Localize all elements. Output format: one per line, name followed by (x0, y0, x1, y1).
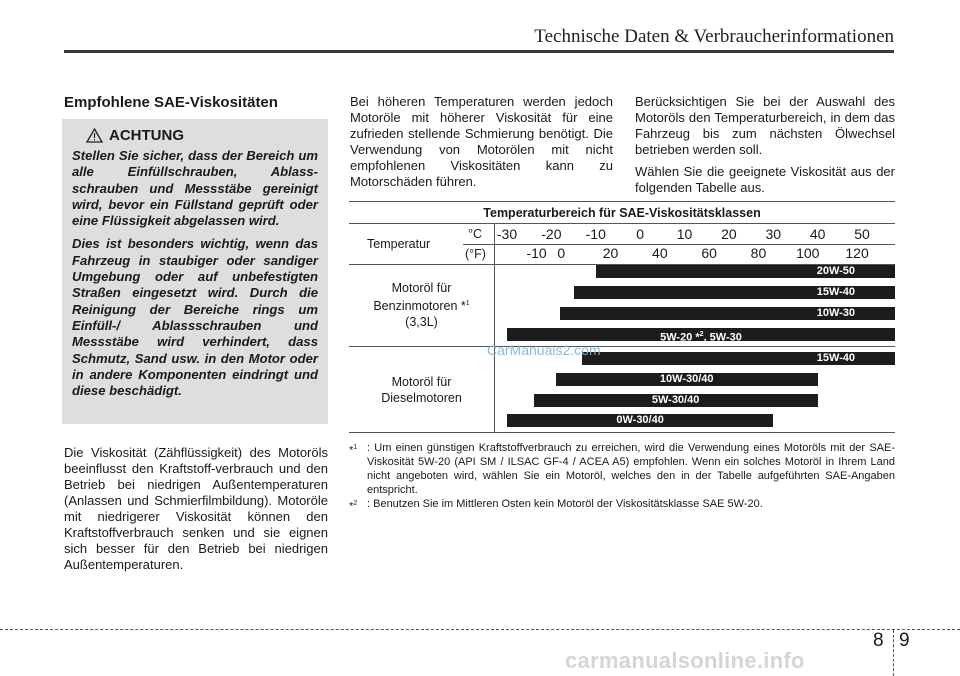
diesel-oil-label (349, 374, 494, 406)
petrol-label-line: (3,3L) (405, 315, 438, 330)
footnote-1 (349, 441, 895, 497)
chapter-number: 8 (873, 630, 884, 651)
viscosity-intro-text: Die Viskosität (Zähflüssigkeit) des Motoröls beeinflusst den Kraftstoff-verbrauch und den Betrieb bei niedrigen Außentemperaturen (Anlassen und Schmierfilmbildung). Motoröle mit niedrigerer Viskosität können den Kraftstoffverbrauch senken und sie eignen sich besser für den Betrieb bei niedrigen Außentemperaturen. (64, 445, 328, 572)
selection-paragraph: Wählen Sie die geeignete Viskosität aus der folgenden Tabelle aus. (635, 164, 895, 195)
celsius-unit: °C (468, 227, 483, 241)
warning-title: ACHTUNG (109, 127, 184, 144)
fahrenheit-tick: 40 (652, 245, 668, 261)
viscosity-bar-20w-50: 20W-50 (596, 265, 895, 278)
fahrenheit-tick: 20 (602, 245, 619, 261)
fahrenheit-tick: 60 (701, 245, 717, 261)
celsius-tick: -10 (585, 226, 606, 242)
footnote-text: : Benutzen Sie im Mittleren Osten kein Motoröl der Viskositätsklasse SAE 5W-20. (367, 498, 763, 510)
celsius-tick: 50 (854, 226, 870, 242)
fahrenheit-scale (349, 245, 895, 263)
warning-box (62, 119, 328, 424)
footnote-2 (349, 497, 895, 511)
table-row-divider (349, 346, 895, 347)
celsius-tick: 40 (809, 226, 826, 242)
celsius-tick: 30 (765, 226, 782, 242)
fahrenheit-unit: (°F) (465, 247, 486, 261)
viscosity-bar-diesel-5w-30-40: 5W-30/40 (534, 394, 818, 407)
celsius-tick: 0 (636, 226, 645, 242)
site-watermark: carmanualsonline.info (565, 648, 805, 673)
petrol-label-line: Benzinmotoren *$^1$ (373, 299, 470, 314)
celsius-tick: 20 (721, 226, 737, 242)
fahrenheit-tick: 80 (750, 245, 767, 261)
footnote-text: : Um einen günstigen Kraftstoffverbrauch zu erreichen, wird die Verwendung eines Motoröls mit der SAE-Viskosität 5W-20 (API SM / ILSAC GF-4 / ACEA A5) empfohlen. Wenn ein solches Motoröl in Ihrem Land nicht angeboten wird, wählen Sie ein Motoröl, welches den in der Tabelle aufgeführten SAE-Angaben entspricht. (367, 442, 895, 496)
petrol-oil-label (349, 280, 494, 330)
celsius-tick: -30 (496, 226, 518, 242)
warning-paragraph: Dies ist besonders wichtig, wenn das Fahrzeug in staubiger oder sandiger Umgebung oder auf unbefestigten Straßen eingesetzt wird. Durch die Reinigung der Bereiche rings um Einfüll-/ Ablassschrauben und Messstäbe wird verhindert, dass Schmutz, Sand usw. in den Motor oder in andere Komponenten eindringt und diese beschädigt. (72, 236, 318, 399)
high-temperature-text: Bei höheren Temperaturen werden jedoch Motoröle mit höherer Viskosität für eine zufrieden stellende Schmierung benötigt. Die Verwendung von Motorölen mit nicht empfohlenen Viskositäten kann zu Motorschäden führen. (350, 94, 613, 189)
fahrenheit-tick: 0 (557, 245, 566, 261)
celsius-scale (349, 226, 895, 244)
petrol-label-line: Motoröl für (391, 281, 452, 295)
header-rule (64, 50, 894, 53)
viscosity-bar-10w-30: 10W-30 (560, 307, 895, 320)
footnote-mark: *$^1$ (349, 444, 358, 457)
fahrenheit-tick: 120 (845, 245, 869, 261)
diesel-label-line: Motoröl für (391, 375, 452, 389)
viscosity-bar-diesel-15w-40: 15W-40 (582, 352, 895, 365)
temperature-label: Temperatur (367, 237, 431, 251)
selection-paragraph: Berücksichtigen Sie bei der Auswahl des Motoröls den Temperaturbereich, in dem das Fahrzeug bis zum nächsten Ölwechsel betrieben werden soll. (635, 94, 895, 157)
warning-triangle-icon (86, 128, 103, 143)
footer-rule (0, 629, 960, 630)
viscosity-bar-5w-20-5w-30: 5W-20 *$^2$, 5W-30 (507, 328, 895, 341)
celsius-tick: 10 (676, 226, 693, 242)
page-number-separator (893, 630, 894, 676)
section-title: Empfohlene SAE-Viskositäten (64, 94, 278, 111)
footnote-mark: *$^2$ (349, 500, 358, 513)
selection-text (635, 94, 895, 196)
watermark-text: CarManuals2.com (487, 342, 601, 358)
warning-header (72, 127, 318, 144)
viscosity-table (349, 201, 895, 433)
page-number: 9 (899, 630, 910, 651)
diesel-label-line: Dieselmotoren (381, 391, 462, 405)
footnotes (349, 441, 895, 511)
fahrenheit-tick: -10 (526, 245, 547, 261)
celsius-tick: -20 (541, 226, 562, 242)
warning-paragraph: Stellen Sie sicher, dass der Bereich um alle Einfüllschrauben, Ablass-schrauben und Messstäbe gereinigt wird, bevor ein Füllstand geprüft oder eine Flüssigkeit abgelassen wird. (72, 148, 318, 229)
viscosity-bar-diesel-10w-30-40: 10W-30/40 (556, 373, 818, 386)
fahrenheit-tick: 100 (796, 245, 820, 261)
table-title: Temperaturbereich für SAE-Viskositätsklassen (349, 202, 895, 224)
page-header-title: Technische Daten & Verbraucherinformationen (534, 26, 894, 47)
viscosity-bar-15w-40: 15W-40 (574, 286, 895, 299)
viscosity-bar-diesel-0w-30-40: 0W-30/40 (507, 414, 773, 427)
